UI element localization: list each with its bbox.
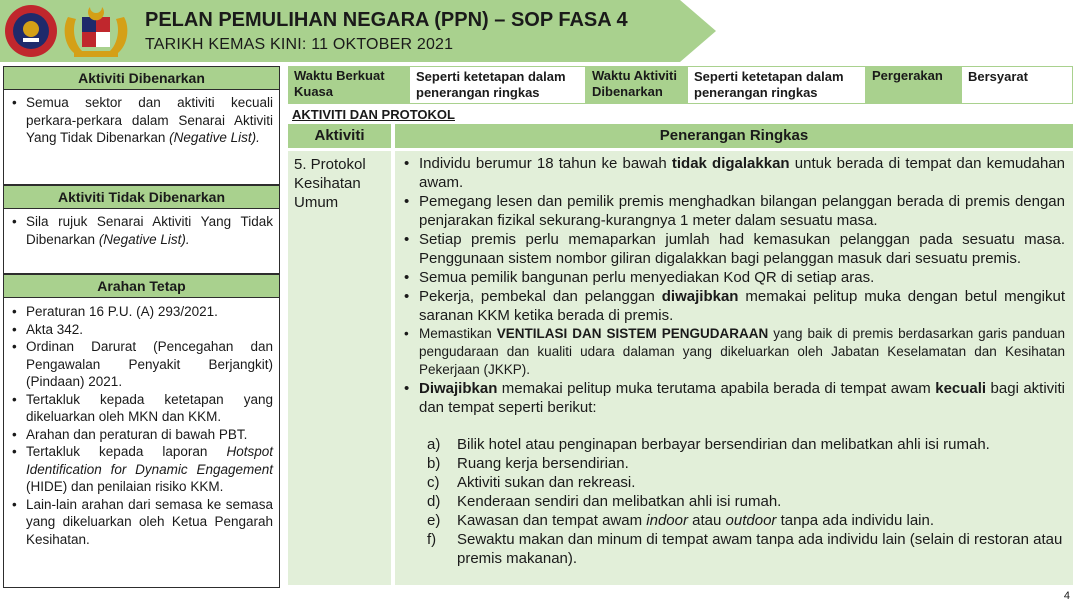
page-subtitle: TARIKH KEMAS KINI: 11 OKTOBER 2021 [145, 36, 454, 53]
exception-item: e) Kawasan dan tempat awam indoor atau outdoor tanpa ada individu lain. [427, 512, 935, 529]
standing-orders-body [3, 298, 280, 588]
movement-value: Bersyarat [961, 66, 1073, 104]
page-title: PELAN PEMULIHAN NEGARA (PPN) – SOP FASA 4 [145, 9, 628, 31]
protocol-bullet: • Pekerja, pembekal dan pelanggan diwajibkan memakai pelitup muka dengan betul mengikut saranan KKM ketika berada di premis. [401, 287, 1065, 325]
activity-column-header: Aktiviti [288, 124, 391, 148]
right-panel [288, 66, 1073, 585]
protocol-bullet: • Diwajibkan memakai pelitup muka terutama apabila berada di tempat awam kecuali bagi aktiviti dan tempat seperti berikut: [401, 379, 1065, 417]
not-allowed-item: • Sila rujuk Senarai Aktiviti Yang Tidak Dibenarkan (Negative List). [10, 213, 273, 248]
standing-order-item-hide: • Tertakluk kepada laporan Hotspot Identification for Dynamic Engagement (HIDE) dan penilaian risiko KKM. [10, 443, 273, 496]
activity-cell: 5. Protokol Kesihatan Umum [288, 151, 391, 585]
exception-item: b) Ruang kerja bersendirian. [427, 455, 629, 472]
standing-orders-heading: Arahan Tetap [3, 274, 280, 298]
activity-time-value: Seperti ketetapan dalam penerangan ringkas [687, 66, 866, 104]
malaysia-coat-of-arms-logo [60, 3, 132, 59]
exception-list [427, 435, 1065, 568]
not-allowed-heading: Aktiviti Tidak Dibenarkan [3, 185, 280, 209]
nsc-logo [4, 4, 58, 58]
allowed-body [3, 90, 280, 185]
movement-label: Pergerakan [866, 66, 961, 104]
standing-order-item: • Peraturan 16 P.U. (A) 293/2021. [10, 303, 273, 321]
page-number: 4 [1063, 590, 1070, 602]
exception-item: a) Bilik hotel atau penginapan berbayar bersendirian dan melibatkan ahli isi rumah. [427, 436, 990, 453]
allowed-item: • Semua sektor dan aktiviti kecuali perkara-perkara dalam Senarai Aktiviti Yang Tidak Dibenarkan (Negative List). [10, 94, 273, 147]
effective-time-label: Waktu Berkuat Kuasa [288, 66, 409, 104]
protocol-bullet: • Pemegang lesen dan pemilik premis menghadkan bilangan pelanggan berada di premis dengan penjarakan fizikal sekurang-kurangnya 1 meter dalam sesuatu masa. [401, 192, 1065, 230]
protocol-bullet: • Individu berumur 18 tahun ke bawah tidak digalakkan untuk berada di tempat dan kemudahan awam. [401, 154, 1065, 192]
allowed-heading: Aktiviti Dibenarkan [3, 66, 280, 90]
activity-time-label: Waktu Aktiviti Dibenarkan [586, 66, 687, 104]
effective-time-value: Seperti ketetapan dalam penerangan ringkas [409, 66, 586, 104]
exception-item: f) Sewaktu makan dan minum di tempat awam tanpa ada individu lain (selain di restoran atau premis makanan). [427, 531, 1063, 567]
standing-order-item: • Ordinan Darurat (Pencegahan dan Pengawalan Penyakit Berjangkit) (Pindaan) 2021. [10, 338, 273, 391]
exception-item: c) Aktiviti sukan dan rekreasi. [427, 474, 636, 491]
not-allowed-body [3, 209, 280, 274]
protocol-bullet: • Semua pemilik bangunan perlu menyediakan Kod QR di setiap aras. [401, 268, 1065, 287]
protocol-bullet: • Memastikan VENTILASI DAN SISTEM PENGUDARAAN yang baik di premis berdasarkan garis panduan pengudaraan dan kualiti udara dalaman yang dikeluarkan oleh Jabatan Keselamatan dan Kesihatan Pekerjaan (JKKP). [401, 325, 1065, 379]
standing-order-item: • Akta 342. [10, 321, 273, 339]
protocol-bullet: • Setiap premis perlu memaparkan jumlah had kemasukan pelanggan pada sesuatu masa. Penggunaan sistem nombor giliran digalakkan bagi pelanggan masuk dari sesuatu premis. [401, 230, 1065, 268]
standing-order-item: • Lain-lain arahan dari semasa ke semasa yang dikeluarkan oleh Ketua Pengarah Kesihatan. [10, 496, 273, 549]
protocol-table [288, 124, 1073, 585]
info-row [288, 66, 1073, 104]
left-panel [3, 66, 280, 588]
standing-order-item: • Tertakluk kepada ketetapan yang dikeluarkan oleh MKN dan KKM. [10, 391, 273, 426]
description-cell [395, 151, 1073, 585]
description-column-header: Penerangan Ringkas [395, 124, 1073, 148]
protocol-section-label: AKTIVITI DAN PROTOKOL [292, 107, 455, 122]
exception-item: d) Kenderaan sendiri dan melibatkan ahli isi rumah. [427, 493, 782, 510]
standing-order-item: • Arahan dan peraturan di bawah PBT. [10, 426, 273, 444]
